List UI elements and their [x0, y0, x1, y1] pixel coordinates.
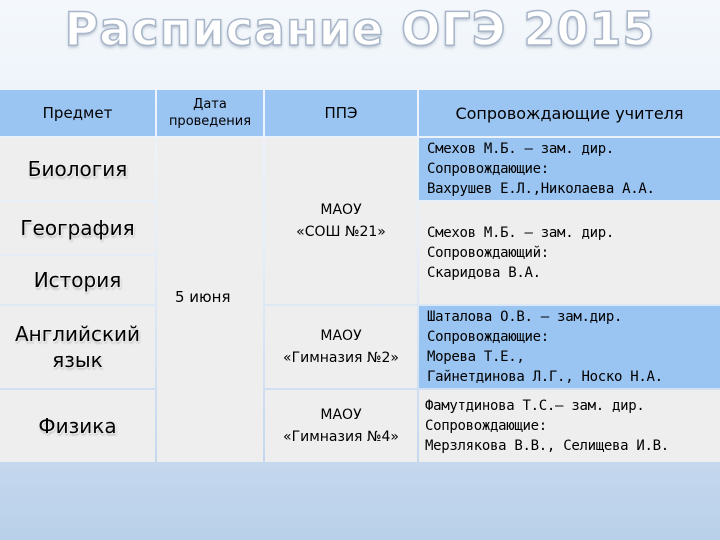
teachers-g2-line2: Сопровождающий:	[427, 245, 549, 261]
header-date-line1: Дата	[193, 97, 227, 112]
subject-geography	[0, 202, 155, 254]
page-title: Расписание ОГЭ 2015	[64, 2, 656, 56]
date-value: 5 июня	[175, 288, 231, 306]
header-subject	[0, 90, 155, 136]
teachers-g2-line1: Смехов М.Б. – зам. дир.	[427, 225, 614, 241]
ppe-school-21-line2: «СОШ №21»	[296, 224, 386, 240]
header-ppe	[265, 90, 417, 136]
ppe-gymnasium-2-line1: МАОУ	[320, 328, 362, 344]
header-date-line2: проведения	[168, 114, 252, 129]
header-ppe-label: ППЭ	[324, 104, 358, 122]
teachers-g1-line3: Вахрушев Е.Л.,Николаева А.А.	[427, 181, 655, 197]
teachers-group-4	[419, 390, 720, 462]
teachers-g4-line2: Сопровождающие:	[425, 418, 547, 434]
teachers-g4-line3: Мерзлякова В.В., Селищева И.В.	[425, 438, 669, 454]
subject-physics-label: Физика	[38, 414, 117, 438]
subject-geography-label: География	[20, 216, 135, 240]
teachers-group-3	[419, 306, 720, 388]
ppe-gymnasium-4	[265, 390, 417, 462]
subject-biology-label: Биология	[27, 157, 128, 181]
subject-english-line1: Английский	[14, 322, 141, 346]
teachers-g3-line2: Сопровождающие:	[427, 329, 549, 345]
header-teachers	[419, 90, 720, 136]
ppe-gymnasium-2	[265, 306, 417, 388]
ppe-gymnasium-4-line1: МАОУ	[320, 407, 362, 423]
ppe-gymnasium-2-line2: «Гимназия №2»	[283, 350, 399, 366]
ppe-gymnasium-4-line2: «Гимназия №4»	[283, 429, 399, 445]
teachers-g1-line2: Сопровождающие:	[427, 161, 549, 177]
teachers-g3-line3: Морева Т.Е.,	[427, 349, 525, 365]
subject-history	[0, 256, 155, 304]
subject-english-line2: язык	[52, 348, 103, 372]
teachers-group-2	[419, 202, 720, 304]
ppe-school-21-line1: МАОУ	[320, 202, 362, 218]
teachers-g2-line3: Скаридова В.А.	[427, 265, 541, 281]
teachers-g3-line4: Гайнетдинова Л.Г., Носко Н.А.	[427, 369, 663, 385]
subject-biology	[0, 138, 155, 200]
subject-physics	[0, 390, 155, 462]
teachers-g3-line1: Шаталова О.В. – зам.дир.	[427, 309, 623, 325]
header-subject-label: Предмет	[42, 104, 113, 122]
header-date	[157, 90, 263, 136]
subject-history-label: История	[33, 268, 122, 292]
ppe-school-21	[265, 138, 417, 304]
subject-english	[0, 306, 155, 388]
teachers-g4-line1: Фамутдинова Т.С.– зам. дир.	[425, 398, 645, 414]
date-cell	[157, 138, 263, 462]
header-teachers-label: Сопровождающие учителя	[455, 103, 684, 123]
teachers-group-1	[419, 138, 720, 200]
teachers-g1-line1: Смехов М.Б. – зам. дир.	[427, 141, 614, 157]
